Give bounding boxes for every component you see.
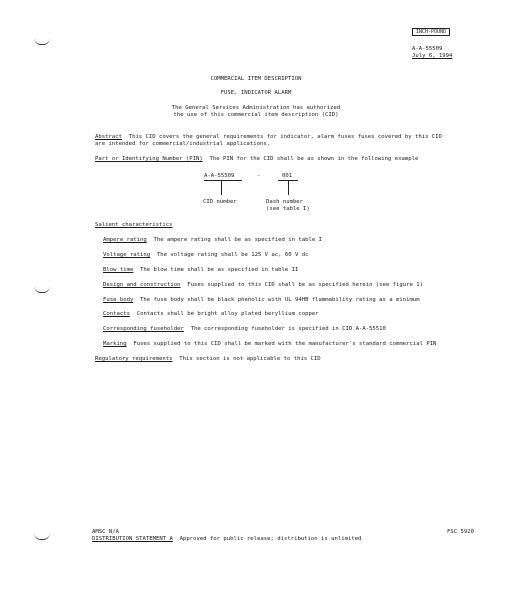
salient-item-design	[103, 282, 423, 289]
document-date: July 6, 1994	[412, 53, 453, 59]
regulatory-label: Regulatory requirements	[95, 356, 173, 362]
pin-example-dash: 001	[282, 173, 293, 179]
regulatory-text: This section is not applicable to this CID	[179, 356, 321, 362]
inch-pound-stamp: INCH-POUND	[412, 28, 450, 36]
salient-item-marking	[103, 341, 436, 348]
salient-item-label: Contacts	[103, 311, 130, 317]
pin-text: The PIN for the CID shall be as shown in the following example	[209, 156, 419, 162]
abstract-text-2: are intended for commercial/industrial applications.	[95, 141, 271, 147]
cid-title: COMMERCIAL ITEM DESCRIPTION	[210, 76, 302, 82]
salient-item-text: The fuse body shall be black phenolic with UL 94HB flammability rating as a minimum	[140, 297, 420, 303]
item-name: FUSE, INDICATOR ALARM	[220, 90, 292, 96]
salient-item-text: The corresponding fuseholder is specified in CID A-A-55510	[190, 326, 386, 332]
authorization-line-1: The General Services Administration has authorized	[171, 105, 341, 111]
distribution-label: DISTRIBUTION STATEMENT A	[92, 536, 173, 542]
salient-item-text: The voltage rating shall be 125 V ac, 60 V dc	[156, 252, 309, 258]
salient-item-text: Fuses supplied to this CID shall be as specified herein (see figure 1)	[187, 282, 423, 288]
salient-item-label: Ampere rating	[103, 237, 147, 243]
pin-dash-leader	[288, 181, 289, 195]
authorization-line-2: the use of this commercial item description (CID)	[173, 112, 339, 118]
salient-item-text: Fuses supplied to this CID shall be marked with the manufacturer's standard commercial PIN	[133, 341, 437, 347]
abstract-text-1: This CID covers the general requirements for indicator, alarm fuses fuses covered by this CID	[128, 134, 442, 140]
salient-item-blow-time	[103, 267, 298, 274]
salient-item-label: Blow time	[103, 267, 134, 273]
regulatory-paragraph	[95, 356, 321, 363]
pin-paragraph	[95, 156, 418, 163]
salient-item-contacts	[103, 311, 319, 318]
pin-example-cid: A-A-55509	[204, 173, 235, 179]
salient-item-ampere	[103, 237, 322, 244]
document-id: A-A-55509	[412, 46, 443, 52]
salient-item-label: Marking	[103, 341, 127, 347]
salient-item-text: The blow time shall be as specified in table II	[140, 267, 299, 273]
punch-hole-middle	[34, 286, 50, 293]
salient-item-text: Contacts shall be bright alloy plated beryllium copper	[136, 311, 319, 317]
pin-cid-underline	[204, 180, 242, 181]
salient-item-label: Design and construction	[103, 282, 181, 288]
salient-heading: Salient characteristics	[95, 222, 173, 228]
punch-hole-bottom	[34, 533, 50, 540]
pin-example-separator: -	[257, 173, 261, 179]
pin-dash-caption: Dash number	[266, 199, 304, 205]
fsc-code: FSC 5920	[447, 529, 474, 535]
salient-item-fuse-body	[103, 297, 420, 304]
distribution-text: Approved for public release; distribution is unlimited	[179, 536, 362, 542]
pin-dash-caption-sub: (see table I)	[266, 206, 310, 212]
salient-item-voltage	[103, 252, 308, 259]
amsc-code: AMSC N/A	[92, 529, 119, 535]
salient-item-text: The ampere rating shall be as specified in table I	[153, 237, 322, 243]
abstract-label: Abstract	[95, 134, 122, 140]
punch-hole-top	[34, 38, 50, 45]
salient-item-label: Corresponding fuseholder	[103, 326, 184, 332]
salient-item-label: Fuse body	[103, 297, 134, 303]
abstract-paragraph	[95, 134, 442, 141]
pin-label: Part or Identifying Number (PIN)	[95, 156, 203, 162]
pin-cid-caption: CID number	[203, 199, 237, 205]
pin-cid-leader	[221, 181, 222, 195]
distribution-statement	[92, 536, 361, 543]
salient-item-label: Voltage rating	[103, 252, 151, 258]
salient-item-fuseholder	[103, 326, 386, 333]
